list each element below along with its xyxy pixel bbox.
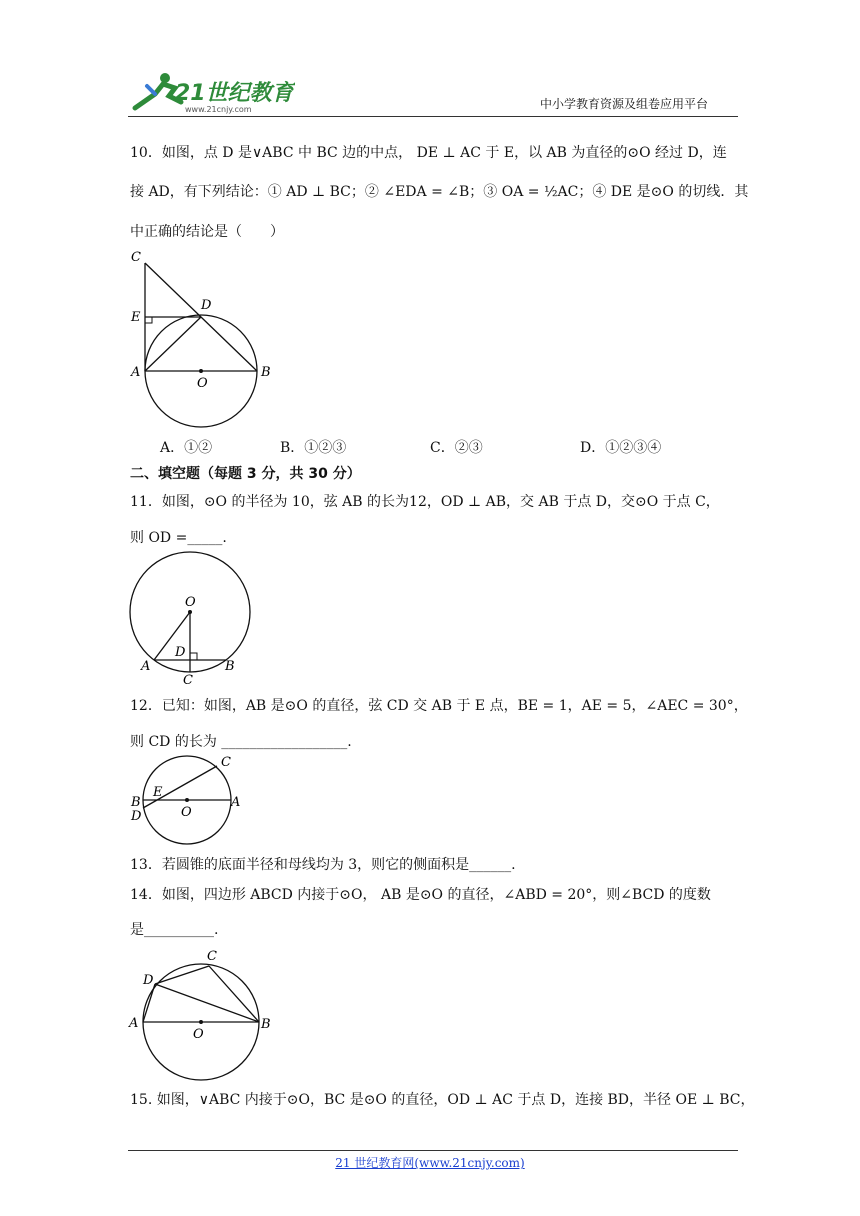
q12-label-e: E [153,785,163,800]
q12-label-c: C [221,755,231,770]
q10-line1: 10．如图，点 D 是∨ABC 中 BC 边的中点， DE ⊥ AC 于 E，以 AB 为直径的⊙O 经过 D，连 [130,145,727,161]
q10-option-d: D．①②③④ [580,440,662,456]
q10-option-a: A．①② [160,440,213,456]
header-divider [128,116,738,117]
q12-label-b: B [131,795,141,810]
q11-label-b: B [225,659,235,674]
q14-side-dc [155,966,209,984]
q12-line2: 则 CD 的长为 __________________. [130,734,352,750]
q14-center-point [199,1020,203,1024]
q12-figure [125,752,255,847]
q10-line3: 中正确的结论是（ ） [130,224,284,240]
platform-name: 中小学教育资源及组卷应用平台 [540,97,709,111]
q14-label-b: B [261,1017,271,1032]
q14-label-d: D [143,973,154,988]
q14-label-c: C [207,949,217,964]
q10-option-b: B．①②③ [280,440,347,456]
q11-label-c: C [183,673,193,688]
q12-label-o: O [181,805,192,820]
q12-line1: 12．已知：如图，AB 是⊙O 的直径，弦 CD 交 AB 于 E 点，BE = 1，AE = 5，∠AEC = 30°， [130,698,748,714]
q13-line1: 13．若圆锥的底面半径和母线均为 3，则它的侧面积是______. [130,857,516,873]
q14-side-ad [143,984,155,1022]
q14-label-o: O [193,1027,204,1042]
q14-line2: 是__________. [130,922,219,938]
q10-label-c: C [131,250,141,265]
footer-link[interactable]: 21 世纪教育网(www.21cnjy.com) [335,1156,525,1170]
q10-center-point [199,369,203,373]
q11-figure [125,548,255,688]
q10-label-d: D [201,298,212,313]
footer-divider [128,1150,738,1151]
q11-label-o: O [185,595,196,610]
q11-right-angle-mark [190,653,197,660]
q10-line2: 接 AD，有下列结论：① AD ⊥ BC；② ∠EDA = ∠B；③ OA = ½AC；④ DE 是⊙O 的切线．其 [130,184,749,200]
q10-label-o: O [197,376,208,391]
site-logo [125,70,295,116]
q14-diagonal-db [155,984,259,1022]
q10-figure [125,245,285,430]
q14-line1: 14．如图，四边形 ABCD 内接于⊙O， AB 是⊙O 的直径，∠ABD = 20°，则∠BCD 的度数 [130,887,711,903]
q10-right-angle-mark [145,317,152,323]
q10-label-b: B [261,365,271,380]
q14-figure [125,942,280,1082]
q11-label-d: D [175,645,186,660]
logo-text: 21世纪教育 [175,81,294,106]
q12-center-point [185,798,189,802]
q12-label-d: D [131,809,142,824]
q15-line1: 15. 如图，∨ABC 内接于⊙O，BC 是⊙O 的直径，OD ⊥ AC 于点 D，连接 BD，半径 OE ⊥ BC， [130,1092,755,1108]
q10-label-e: E [131,310,141,325]
q11-center-point [188,610,192,614]
q10-option-c: C．②③ [430,440,483,456]
q11-label-a: A [141,659,151,674]
q11-line1: 11．如图，⊙O 的半径为 10，弦 AB 的长为12，OD ⊥ AB，交 AB 于点 D，交⊙O 于点 C， [130,494,720,510]
q11-line2: 则 OD =_____. [130,530,227,546]
logo-subtext: www.21cnjy.com [185,105,252,114]
q10-segment-ad [145,317,201,371]
q14-label-a: A [129,1016,139,1031]
q10-label-a: A [131,365,141,380]
q12-label-a: A [231,795,241,810]
section-title: 二、填空题（每题 3 分，共 30 分） [130,466,361,482]
